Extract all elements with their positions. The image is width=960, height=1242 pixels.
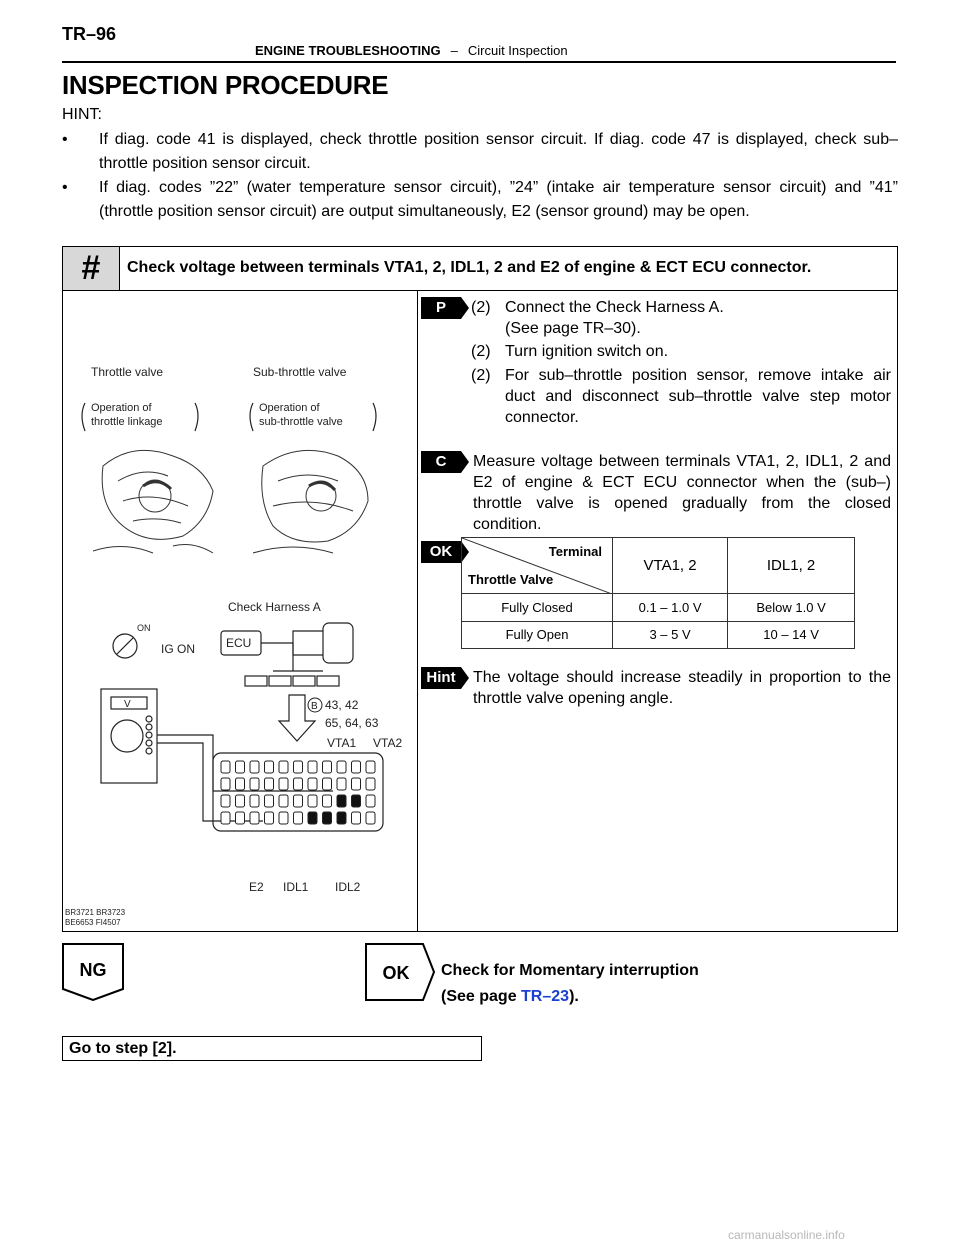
- ok-tag: OK: [421, 541, 461, 563]
- section-header: [255, 43, 568, 58]
- prep-text: Turn ignition switch on.: [505, 343, 669, 360]
- step-number-cell: [63, 247, 120, 290]
- hint-text: If diag. codes ”22” (water temperature sensor circuit), ”24” (intake air temperature sensor circuit) and ”41” (throttle position sensor circuit) are output simultaneously, E2 (sensor ground) may be open.: [99, 179, 898, 220]
- section-separator: –: [450, 43, 458, 58]
- page-link[interactable]: TR–23: [521, 988, 570, 1005]
- prep-number: (2): [471, 367, 491, 384]
- connector-pin: [279, 795, 288, 807]
- bracket-icon: [195, 403, 198, 431]
- connector-pin: [323, 812, 332, 824]
- harness-sketch: [221, 623, 353, 686]
- row-label: Fully Open: [462, 621, 613, 649]
- see-page-prefix: (See page: [441, 988, 522, 1005]
- connector-pin: [221, 812, 230, 824]
- sub-throttle-valve-label: Sub-throttle valve: [253, 365, 347, 379]
- connector-pin: [294, 812, 303, 824]
- operation-label: sub-throttle valve: [259, 416, 343, 428]
- connector-pin: [250, 761, 259, 773]
- page-title: INSPECTION PROCEDURE: [62, 70, 389, 100]
- hash-symbol: #: [81, 249, 101, 287]
- operation-label: Operation of: [91, 402, 152, 414]
- e2-label: E2: [249, 880, 264, 894]
- connector-pin: [250, 778, 259, 790]
- figure-ref: BR3721 BR3723: [65, 908, 126, 917]
- down-arrow-icon: [279, 695, 315, 741]
- vta2-label: VTA2: [373, 736, 403, 750]
- connector-pin: [308, 761, 317, 773]
- table-cell: Below 1.0 V: [728, 594, 855, 622]
- bullet: •: [62, 179, 68, 196]
- voltage-table: [461, 537, 855, 649]
- connector-pin: [294, 795, 303, 807]
- hint-label: HINT:: [62, 106, 102, 123]
- bracket-icon: [82, 403, 85, 431]
- connector-pin: [236, 812, 245, 824]
- prep-item: [471, 297, 891, 339]
- table-cell: 0.1 – 1.0 V: [613, 594, 728, 622]
- connector-pin: [337, 778, 346, 790]
- watermark: carmanualsonline.info: [728, 1228, 845, 1242]
- connector-pin: [294, 778, 303, 790]
- connector-pin: [308, 778, 317, 790]
- connector-pin: [352, 812, 361, 824]
- throttle-body-sketch: [93, 450, 213, 553]
- pin-label: 43, 42: [325, 698, 359, 712]
- connector-pin: [279, 778, 288, 790]
- step-title: Check voltage between terminals VTA1, 2, IDL1, 2 and E2 of engine & ECT ECU connector.: [127, 259, 812, 276]
- column-header: IDL1, 2: [728, 538, 855, 594]
- step-box: [62, 246, 898, 932]
- sub-throttle-body-sketch: [253, 450, 368, 553]
- operation-label: throttle linkage: [91, 416, 163, 428]
- subsection-title: Circuit Inspection: [467, 43, 568, 58]
- ecu-label: ECU: [226, 636, 252, 650]
- row-label: Fully Closed: [462, 594, 613, 622]
- prep-text: Connect the Check Harness A.: [505, 299, 724, 316]
- section-title: ENGINE TROUBLESHOOTING: [255, 43, 441, 58]
- ok-action-text: [441, 958, 699, 1010]
- connector-pin: [308, 795, 317, 807]
- connector-pin: [337, 795, 346, 807]
- ok-arrow: [365, 943, 435, 1001]
- connector-pin: [366, 761, 375, 773]
- ng-arrow: [62, 943, 124, 1001]
- see-page-suffix: ).: [569, 988, 579, 1005]
- ig-on-label: IG ON: [161, 642, 196, 656]
- idl2-label: IDL2: [335, 880, 361, 894]
- connector-pin: [221, 778, 230, 790]
- connector-pin: [250, 812, 259, 824]
- check-line: Check for Momentary interruption: [441, 962, 699, 979]
- connector-pin: [366, 778, 375, 790]
- connector-pin: [308, 812, 317, 824]
- connector-pin: [294, 761, 303, 773]
- connector-pin: [366, 812, 375, 824]
- head-terminal: Terminal: [548, 544, 602, 559]
- page-number: TR–96: [62, 24, 117, 44]
- prep-text: For sub–throttle position sensor, remove intake air duct and disconnect sub–throttle valve step motor connector.: [505, 367, 891, 426]
- bracket-icon: [250, 403, 253, 431]
- bracket-icon: [373, 403, 376, 431]
- connector-pin: [323, 778, 332, 790]
- figure-cell: [63, 291, 418, 931]
- idl1-label: IDL1: [283, 880, 309, 894]
- prep-item: [471, 341, 891, 362]
- head-valve: Throttle Valve: [468, 572, 554, 587]
- connector-pin: [265, 761, 274, 773]
- check-text: Measure voltage between terminals VTA1, 2, IDL1, 2 and E2 of engine & ECT ECU connector when the (sub–) throttle valve is opened gradually from the closed condition.: [473, 453, 891, 533]
- connector-pin: [279, 812, 288, 824]
- table-row: [462, 594, 855, 622]
- ng-label: NG: [79, 960, 107, 980]
- step-header: [63, 247, 897, 291]
- on-label: ON: [137, 623, 151, 633]
- connector-pin: [323, 795, 332, 807]
- ignition-key-icon: [113, 634, 137, 658]
- table-row: [462, 621, 855, 649]
- connector-pin: [250, 795, 259, 807]
- bullet: •: [62, 131, 68, 148]
- connector-pin: [265, 795, 274, 807]
- connector-pin: [352, 795, 361, 807]
- connector-pin: [323, 761, 332, 773]
- table-cell: 10 – 14 V: [728, 621, 855, 649]
- hint-item: [62, 128, 898, 176]
- prep-tag: P: [421, 297, 461, 319]
- connector-pin: [337, 761, 346, 773]
- prep-number: (2): [471, 343, 491, 360]
- connector-pin: [221, 761, 230, 773]
- check-tag: C: [421, 451, 461, 473]
- goto-step-box: Go to step [2].: [62, 1036, 482, 1061]
- figure-ref: BE6653 FI4507: [65, 918, 121, 927]
- connector-pin: [221, 795, 230, 807]
- connector-pin: [236, 778, 245, 790]
- connector-pin: [366, 795, 375, 807]
- meter-v-label: V: [124, 699, 131, 710]
- connector-pin: [236, 761, 245, 773]
- ok-label: OK: [382, 963, 410, 983]
- column-header: VTA1, 2: [613, 538, 728, 594]
- b-label: B: [311, 701, 318, 712]
- prep-number: (2): [471, 299, 491, 316]
- vta1-label: VTA1: [327, 736, 357, 750]
- pin-label: 65, 64, 63: [325, 716, 379, 730]
- table-corner-cell: [462, 538, 613, 594]
- connector-pin: [236, 795, 245, 807]
- operation-label: Operation of: [259, 402, 320, 414]
- hint-tag: Hint: [421, 667, 461, 689]
- hint-item: [62, 176, 898, 224]
- header-rule: [62, 61, 896, 63]
- hint-text: If diag. code 41 is displayed, check throttle position sensor circuit. If diag. code 47 is displayed, check sub–throttle position sensor circuit.: [99, 131, 898, 172]
- table-cell: 3 – 5 V: [613, 621, 728, 649]
- prep-item: [471, 365, 891, 428]
- check-harness-label: Check Harness A: [228, 600, 321, 614]
- connector-pin: [352, 778, 361, 790]
- inspection-figure: [63, 291, 417, 931]
- connector-pin: [279, 761, 288, 773]
- hint-text: The voltage should increase steadily in proportion to the throttle valve opening angle.: [473, 669, 891, 707]
- connector-pins: [221, 761, 375, 824]
- connector-pin: [352, 761, 361, 773]
- connector-pin: [265, 812, 274, 824]
- throttle-valve-label: Throttle valve: [91, 365, 164, 379]
- prep-subtext: (See page TR–30).: [505, 320, 641, 337]
- connector-pin: [337, 812, 346, 824]
- connector-pin: [265, 778, 274, 790]
